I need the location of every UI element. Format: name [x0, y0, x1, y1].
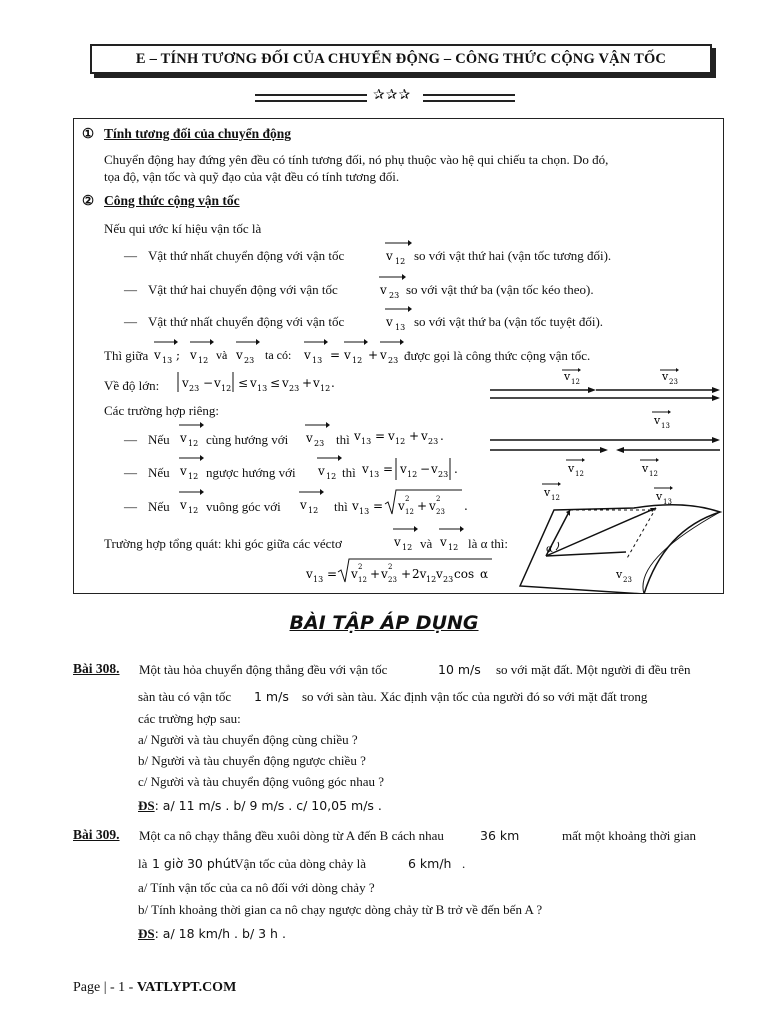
svg-text:+: +	[409, 429, 420, 443]
svg-text:12: 12	[188, 472, 199, 481]
dash: —	[124, 282, 137, 297]
exercise-308-b: b/ Người và tàu chuyển động ngược chiều ?	[138, 753, 366, 768]
site-name: VATLYPT.COM	[136, 980, 237, 995]
exercise-309-answer: ĐS: a/ 18 km/h . b/ 3 h .	[138, 926, 286, 941]
same-direction-label: cùng hướng với	[206, 432, 289, 447]
svg-text:13: 13	[312, 356, 323, 365]
svg-text:12: 12	[188, 439, 199, 448]
special-cases-label: Các trường hợp riêng:	[104, 403, 220, 418]
bullet-1-tail: so với vật thứ hai (vận tốc tương đối).	[414, 248, 612, 263]
v12-vector-symbol	[176, 453, 206, 485]
svg-text:2: 2	[436, 495, 441, 503]
v12-vector-symbol	[296, 487, 326, 519]
thi-label: thì	[342, 465, 356, 480]
dash: —	[124, 432, 137, 447]
svg-text:v: v	[354, 429, 361, 443]
svg-text:v: v	[180, 431, 187, 445]
svg-text:v: v	[190, 348, 197, 362]
dash: —	[124, 465, 137, 480]
convention-intro: Nếu qui ước kí hiệu vận tốc là	[104, 221, 262, 236]
opposite-direction-diagram	[490, 437, 720, 478]
svg-text:+: +	[368, 348, 379, 362]
svg-text:v: v	[352, 499, 359, 513]
svg-text:v: v	[436, 567, 443, 581]
svg-text:12: 12	[426, 575, 437, 584]
svg-text:23: 23	[389, 291, 400, 300]
bullet-1-text: Vật thứ nhất chuyển động với vận tốc	[148, 248, 345, 263]
svg-text:v: v	[214, 376, 221, 390]
svg-text:2: 2	[358, 563, 363, 571]
svg-text:cos: cos	[454, 567, 475, 581]
v12-vector-symbol	[176, 487, 206, 519]
svg-text:v: v	[386, 249, 393, 263]
svg-text:α: α	[546, 544, 553, 555]
exercise-308-a: a/ Người và tàu chuyển động cùng chiều ?	[138, 732, 358, 747]
svg-text:12: 12	[395, 437, 406, 446]
svg-text:2: 2	[388, 563, 393, 571]
exercise-308-line-2: sàn tàu có vận tốc	[138, 689, 232, 704]
svg-text:v: v	[421, 429, 428, 443]
svg-text:13: 13	[663, 498, 672, 506]
ve-do-lon-label: Về độ lớn:	[104, 378, 160, 393]
section-2-title: Công thức cộng vận tốc	[104, 193, 240, 208]
v13-vector-symbol	[382, 304, 412, 336]
formula-name: được gọi là công thức cộng vận tốc.	[404, 348, 591, 363]
svg-text:v: v	[344, 348, 351, 362]
section-1-title: Tính tương đối của chuyển động	[104, 126, 292, 141]
svg-text:13: 13	[313, 575, 324, 584]
v12-vector-symbol	[176, 420, 206, 452]
svg-text:v: v	[236, 348, 243, 362]
dash: —	[124, 314, 137, 329]
svg-text:2: 2	[405, 495, 410, 503]
svg-text:23: 23	[189, 384, 200, 393]
svg-text:23: 23	[438, 470, 449, 479]
svg-text:v: v	[398, 499, 405, 513]
same-direction-diagram	[490, 368, 720, 430]
svg-text:12: 12	[198, 356, 209, 365]
svg-text:12: 12	[407, 470, 418, 479]
svg-text:v: v	[318, 464, 325, 478]
svg-text:23: 23	[669, 378, 678, 386]
neu-label: Nếu	[148, 499, 170, 514]
svg-text:v: v	[180, 498, 187, 512]
svg-text:v: v	[440, 535, 447, 549]
svg-text:13: 13	[361, 437, 372, 446]
alpha-label: là α thì:	[468, 536, 509, 551]
svg-text:v: v	[282, 376, 289, 390]
exercise-309-distance: 36 km	[480, 828, 520, 843]
svg-text:23: 23	[388, 356, 399, 365]
magnitude-inequality	[174, 368, 364, 398]
svg-text:12: 12	[448, 543, 459, 552]
exercise-308-line-3: các trường hợp sau:	[138, 711, 241, 726]
va-label: và	[420, 536, 433, 551]
svg-text:≤: ≤	[270, 376, 281, 390]
svg-text:12: 12	[551, 494, 560, 502]
dash: —	[124, 248, 137, 263]
svg-text:v: v	[304, 348, 311, 362]
svg-text:v: v	[154, 348, 161, 362]
exercise-309-b: b/ Tính khoảng thời gian ca nô chạy ngược dòng chảy từ B trở về đến bến A ?	[138, 902, 543, 917]
svg-text:13: 13	[359, 507, 370, 516]
svg-text:23: 23	[436, 508, 445, 516]
svg-text:−: −	[420, 462, 431, 476]
svg-text:;: ;	[176, 348, 181, 362]
svg-text:+: +	[370, 567, 381, 581]
svg-text:.: .	[454, 462, 458, 476]
opposite-direction-label: ngược hướng với	[206, 465, 296, 480]
svg-text:.: .	[440, 429, 444, 443]
exercise-308-speed-2: 1 m/s	[254, 689, 289, 704]
svg-text:+: +	[417, 499, 428, 513]
svg-text:13: 13	[395, 323, 406, 332]
svg-text:≤: ≤	[238, 376, 249, 390]
svg-text:12: 12	[571, 378, 580, 386]
exercise-308-line-2-tail: so với sàn tàu. Xác định vận tốc của người đó so với mặt đất trong	[302, 689, 648, 704]
svg-text:v: v	[400, 462, 407, 476]
svg-text:12: 12	[405, 508, 414, 516]
svg-text:ta có:: ta có:	[265, 348, 292, 362]
exercise-309-current-speed: 6 km/h	[408, 856, 452, 871]
svg-text:v: v	[380, 348, 387, 362]
svg-text:13: 13	[257, 384, 268, 393]
svg-text:v: v	[431, 462, 438, 476]
case-1-formula	[352, 424, 472, 450]
v12-vector-symbol	[314, 453, 344, 485]
exercise-309-time: 1 giờ 30 phút	[152, 856, 236, 871]
svg-text:23: 23	[443, 575, 454, 584]
svg-text:23: 23	[314, 439, 325, 448]
exercise-309-line-1-tail: mất một khoảng thời gian	[562, 828, 696, 843]
exercise-309-a: a/ Tính vận tốc của ca nô đối với dòng chảy ?	[138, 880, 375, 895]
exercise-308-answer: ĐS: a/ 11 m/s . b/ 9 m/s . c/ 10,05 m/s .	[138, 798, 382, 813]
bullet-3-tail: so với vật thứ ba (vận tốc tuyệt đối).	[414, 314, 604, 329]
exercise-309-label: Bài 309.	[73, 827, 120, 842]
exercise-308-line-1: Một tàu hỏa chuyển động thẳng đều với vận tốc	[139, 662, 388, 677]
thi-giua-label: Thì giữa	[104, 348, 149, 363]
svg-text:12: 12	[358, 576, 367, 584]
svg-text:v: v	[386, 315, 393, 329]
page-number: Page | - 1 -	[73, 980, 134, 995]
svg-text:v: v	[616, 568, 623, 581]
svg-text:v: v	[180, 464, 187, 478]
svg-text:=: =	[373, 499, 384, 513]
svg-text:v: v	[544, 486, 551, 499]
svg-text:v: v	[300, 498, 307, 512]
stars-divider: ✰✰✰	[255, 92, 515, 106]
bullet-3-text: Vật thứ nhất chuyển động với vận tốc	[148, 314, 345, 329]
bullet-2-tail: so với vật thứ ba (vận tốc kéo theo).	[406, 282, 594, 297]
svg-text:=: =	[327, 567, 338, 581]
svg-text:12: 12	[221, 384, 232, 393]
velocity-diagram	[484, 360, 724, 594]
svg-text:12: 12	[188, 506, 199, 515]
svg-text:=: =	[383, 462, 394, 476]
svg-text:v: v	[429, 499, 436, 513]
svg-text:=: =	[330, 348, 341, 362]
svg-text:v: v	[306, 567, 313, 581]
v12-vector-symbol	[436, 524, 466, 556]
exercise-308-speed-1: 10 m/s	[438, 662, 481, 677]
svg-text:−: −	[203, 376, 214, 390]
case-2-formula	[360, 456, 490, 484]
svg-text:v: v	[250, 376, 257, 390]
thi-label: thì	[334, 499, 348, 514]
section-1-line-2: tọa độ, vận tốc và quỹ đạo của vật đều có tính tương đối.	[104, 169, 400, 184]
svg-text:v: v	[381, 567, 388, 581]
svg-text:v: v	[654, 414, 661, 427]
svg-text:.: .	[464, 499, 468, 513]
svg-text:12: 12	[352, 356, 363, 365]
bullet-2-text: Vật thứ hai chuyển động với vận tốc	[148, 282, 338, 297]
svg-text:12: 12	[575, 470, 584, 478]
exercise-309-line-2-end: .	[462, 856, 466, 871]
svg-text:v: v	[380, 283, 387, 297]
svg-text:23: 23	[244, 356, 255, 365]
svg-text:v: v	[313, 376, 320, 390]
case-3-formula	[350, 486, 480, 520]
exercise-309-line-1: Một ca nô chạy thẳng đều xuôi dòng từ A đến B cách nhau	[139, 828, 444, 843]
svg-text:.: .	[331, 376, 335, 390]
svg-text:23: 23	[289, 384, 300, 393]
svg-text:v: v	[182, 376, 189, 390]
svg-text:v: v	[642, 462, 649, 475]
svg-text:23: 23	[388, 576, 397, 584]
svg-text:v: v	[351, 567, 358, 581]
perpendicular-label: vuông góc với	[206, 499, 281, 514]
section-1-line-1: Chuyển động hay đứng yên đều có tính tương đối, nó phụ thuộc vào hệ qui chiếu ta chọn. Do đó,	[104, 152, 609, 167]
neu-label: Nếu	[148, 465, 170, 480]
svg-text:12: 12	[402, 543, 413, 552]
svg-text:13: 13	[369, 470, 380, 479]
section-1-number: ①	[82, 126, 95, 141]
v12-vector-symbol	[382, 238, 412, 270]
svg-text:+: +	[302, 376, 313, 390]
svg-text:23: 23	[623, 576, 632, 584]
exercise-308-c: c/ Người và tàu chuyển động vuông góc nhau ?	[138, 774, 385, 789]
svg-text:=: =	[375, 429, 386, 443]
svg-text:12: 12	[649, 470, 658, 478]
exercise-308-label: Bài 308.	[73, 661, 120, 676]
svg-text:23: 23	[428, 437, 439, 446]
svg-text:12: 12	[326, 472, 337, 481]
page-footer	[73, 980, 236, 996]
svg-text:v: v	[568, 462, 575, 475]
section-2-number: ②	[82, 193, 95, 208]
svg-text:và: và	[216, 348, 228, 362]
svg-text:13: 13	[661, 422, 670, 430]
svg-text:v: v	[306, 431, 313, 445]
general-case-text: Trường hợp tổng quát: khi góc giữa các véctơ	[104, 536, 342, 551]
exercise-308-line-1-tail: so với mặt đất. Một người đi đều trên	[496, 662, 691, 677]
velocity-addition-formula	[150, 336, 410, 370]
svg-text:v: v	[394, 535, 401, 549]
svg-text:12: 12	[320, 384, 331, 393]
neu-label: Nếu	[148, 432, 170, 447]
parallelogram-diagram	[520, 482, 720, 594]
svg-text:+: +	[401, 567, 412, 581]
v23-vector-symbol	[376, 272, 406, 304]
exercises-title: BÀI TẬP ÁP DỤNG	[289, 612, 479, 634]
svg-text:v: v	[564, 370, 571, 383]
thi-label: thì	[336, 432, 350, 447]
dash: —	[124, 499, 137, 514]
exercise-309-line-2-start: là	[138, 856, 148, 871]
svg-text:12: 12	[395, 257, 406, 266]
svg-text:v: v	[656, 490, 663, 503]
svg-text:2v: 2v	[412, 567, 427, 581]
chapter-title: E – TÍNH TƯƠNG ĐỐI CỦA CHUYỂN ĐỘNG – CÔNG THỨC CỘNG VẬN TỐC	[90, 44, 712, 74]
svg-text:12: 12	[308, 506, 319, 515]
v12-vector-symbol	[390, 524, 420, 556]
svg-text:v: v	[388, 429, 395, 443]
svg-text:v: v	[362, 462, 369, 476]
svg-text:α: α	[480, 567, 489, 581]
svg-text:13: 13	[162, 356, 173, 365]
svg-text:v: v	[662, 370, 669, 383]
v23-vector-symbol	[302, 420, 332, 452]
exercise-309-line-2-mid: . Vận tốc của dòng chảy là	[228, 856, 367, 871]
